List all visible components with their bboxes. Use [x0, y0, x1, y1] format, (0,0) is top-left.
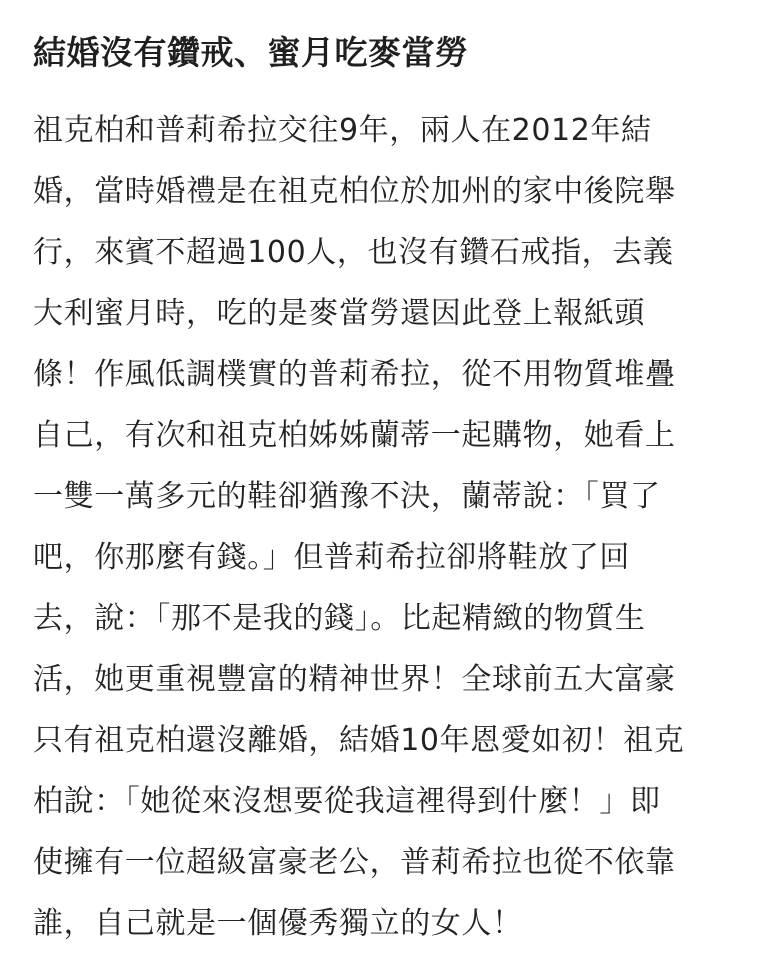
paragraph-line: 吧，你那麼有錢。」但普莉希拉卻將鞋放了回 [33, 540, 630, 575]
paragraph-line: 去，說：「那不是我的錢」。比起精緻的物質生 [33, 601, 646, 636]
paragraph-line: 只有祖克柏還沒離婚，結婚10年恩愛如初！祖克 [33, 723, 685, 758]
article-title: 結婚沒有鑽戒、蜜月吃麥當勞 [33, 33, 469, 72]
paragraph-line: 婚，當時婚禮是在祖克柏位於加州的家中後院舉 [33, 174, 676, 209]
paragraph-line: 自己，有次和祖克柏姊姊蘭蒂一起購物，她看上 [33, 418, 676, 453]
paragraph-line: 大利蜜月時，吃的是麥當勞還因此登上報紙頭 [33, 296, 645, 331]
paragraph-line: 一雙一萬多元的鞋卻猶豫不決，蘭蒂說：「買了 [33, 479, 661, 514]
paragraph-line: 使擁有一位超級富豪老公，普莉希拉也從不依靠 [33, 845, 676, 880]
paragraph-line: 誰，自己就是一個優秀獨立的女人！ [33, 906, 523, 941]
paragraph-line: 行，來賓不超過100人，也沒有鑽石戒指，去義 [33, 235, 674, 270]
paragraph-line: 柏說：「她從來沒想要從我這裡得到什麼！」即 [33, 784, 661, 819]
paragraph-line: 條！作風低調樸實的普莉希拉，從不用物質堆疊 [33, 357, 676, 392]
article-body [33, 100, 753, 954]
paragraph-line: 祖克柏和普莉希拉交往9年，兩人在2012年結 [33, 113, 652, 148]
paragraph-line: 活，她更重視豐富的精神世界！全球前五大富豪 [33, 662, 676, 697]
